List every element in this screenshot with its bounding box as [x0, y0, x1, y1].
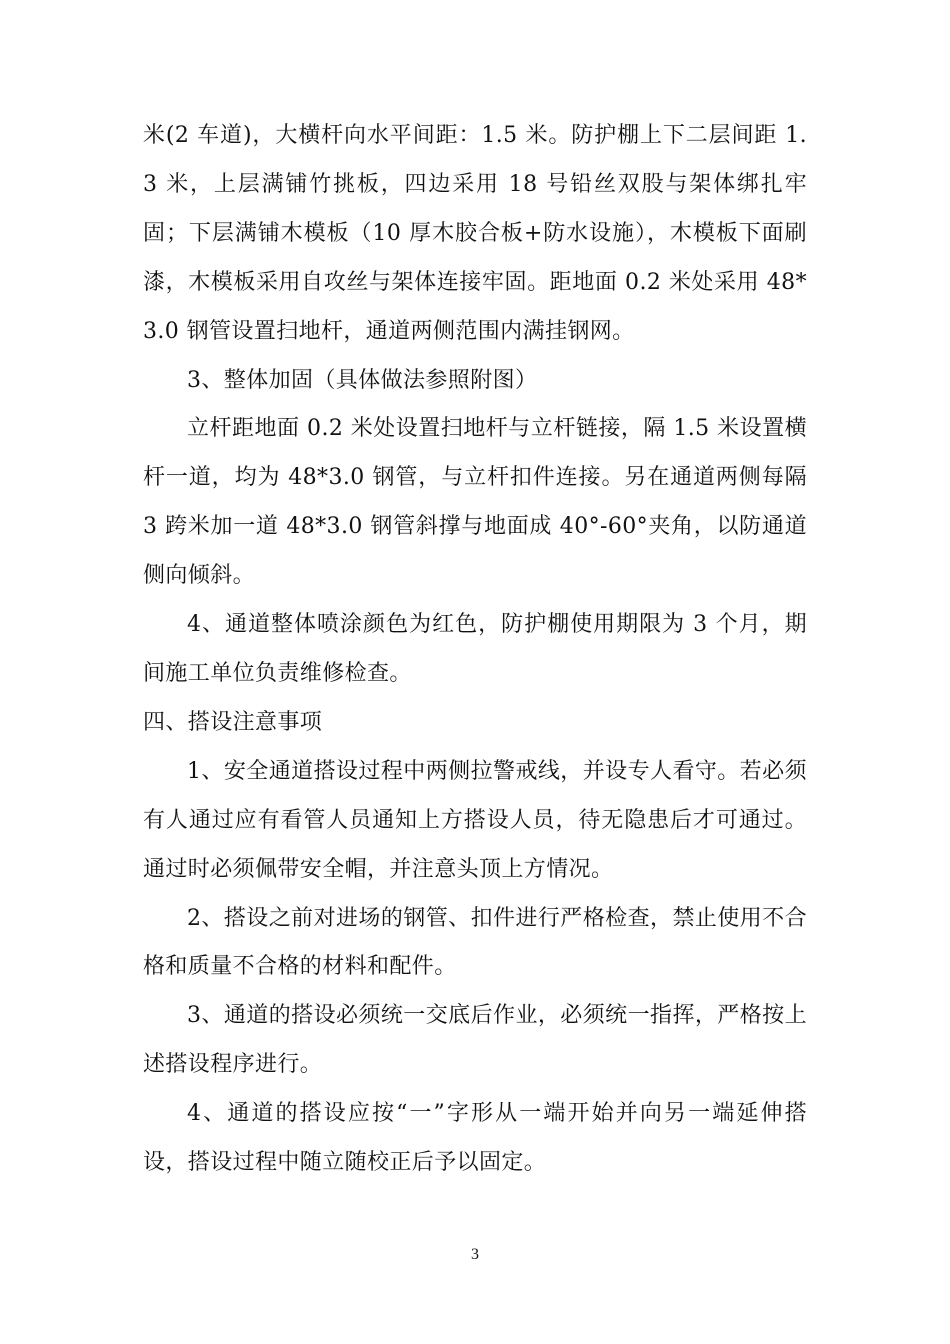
- paragraph-reinforcement-details: 立杆距地面 0.2 米处设置扫地杆与立杆链接，隔 1.5 米设置横杆一道，均为 48*3.0 钢管，与立杆扣件连接。另在通道两侧每隔 3 跨米加一道 48*3.0 钢管斜撑与地面成 40°-60°夹角，以防通道侧向倾斜。: [143, 416, 807, 589]
- page-number: 3: [471, 1246, 479, 1263]
- section-heading-precautions: 四、搭设注意事项: [143, 709, 323, 735]
- paragraph-spec-continued: 米(2 车道)，大横杆向水平间距：1.5 米。防护棚上下二层间距 1.3 米，上层满铺竹挑板，四边采用 18 号铅丝双股与架体绑扎牢固；下层满铺木模板（10 厚木胶合板+防水设施），木模板下面刷漆，木模板采用自攻丝与架体连接牢固。距地面 0.2 米处采用 48*3.0 钢管设置扫地杆，通道两侧范围内满挂钢网。: [143, 123, 807, 344]
- paragraph-precaution-3: 3、通道的搭设必须统一交底后作业，必须统一指挥，严格按上述搭设程序进行。: [143, 1003, 807, 1078]
- paragraph-precaution-4: 4、通道的搭设应按“一”字形从一端开始并向另一端延伸搭设，搭设过程中随立随校正后予以固定。: [143, 1101, 807, 1176]
- paragraph-paint-color: 4、通道整体喷涂颜色为红色，防护棚使用期限为 3 个月，期间施工单位负责维修检查。: [143, 612, 807, 686]
- paragraph-heading-reinforcement: 3、整体加固（具体做法参照附图）: [187, 367, 538, 393]
- paragraph-precaution-2: 2、搭设之前对进场的钢管、扣件进行严格检查，禁止使用不合格和质量不合格的材料和配件。: [143, 905, 807, 980]
- paragraph-precaution-1: 1、安全通道搭设过程中两侧拉警戒线，并设专人看守。若必须有人通过应有看管人员通知上方搭设人员，待无隐患后才可通过。通过时必须佩带安全帽，并注意头顶上方情况。: [143, 758, 807, 882]
- body-text: [143, 112, 807, 1188]
